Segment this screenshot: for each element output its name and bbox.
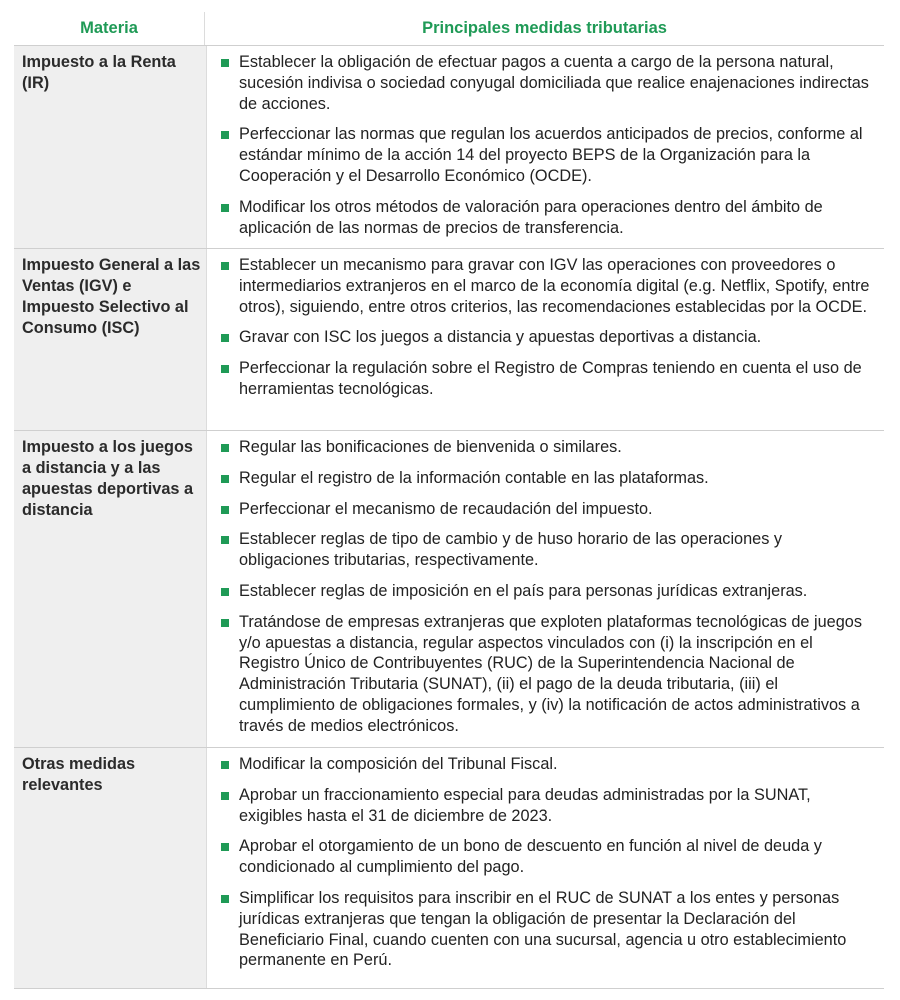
header-medidas: Principales medidas tributarias	[204, 12, 884, 45]
row-measures	[206, 431, 884, 747]
table-row	[14, 249, 884, 431]
row-measures	[206, 249, 884, 430]
square-bullet-icon	[221, 619, 229, 627]
list-item-text: Regular las bonificaciones de bienvenida o similares.	[239, 438, 622, 456]
row-measures	[206, 748, 884, 988]
square-bullet-icon	[221, 475, 229, 483]
square-bullet-icon	[221, 843, 229, 851]
square-bullet-icon	[221, 444, 229, 452]
list-item-text: Perfeccionar la regulación sobre el Registro de Compras teniendo en cuenta el uso de herramientas tecnológicas.	[239, 359, 862, 398]
list-item-text: Simplificar los requisitos para inscribir en el RUC de SUNAT a los entes y personas jurídicas extranjeras que tengan la obligación de presentar la Declaración del Beneficiario Final, cuando cuenten con una sucursal, agencia u otro establecimiento permanente en Perú.	[239, 888, 847, 970]
row-materia: Impuesto a la Renta (IR)	[14, 46, 206, 248]
square-bullet-icon	[221, 792, 229, 800]
square-bullet-icon	[221, 365, 229, 373]
header-materia: Materia	[80, 19, 138, 37]
list-item-text: Modificar los otros métodos de valoración para operaciones dentro del ámbito de aplicación de las normas de precios de transferencia.	[239, 197, 823, 237]
list-item	[221, 52, 874, 114]
list-item	[221, 499, 874, 520]
list-item	[221, 529, 874, 571]
list-item-text: Regular el registro de la información contable en las plataformas.	[239, 468, 709, 487]
list-item	[221, 437, 874, 458]
list-item	[221, 358, 874, 400]
row-materia: Impuesto a los juegos a distancia y a las apuestas deportivas a distancia	[14, 431, 206, 747]
list-item	[221, 255, 874, 317]
row-materia: Impuesto General a las Ventas (IGV) e Impuesto Selectivo al Consumo (ISC)	[14, 249, 206, 430]
square-bullet-icon	[221, 761, 229, 769]
list-item-text: Aprobar un fraccionamiento especial para deudas administradas por la SUNAT, exigibles hasta el 31 de diciembre de 2023.	[239, 785, 811, 825]
table-header	[14, 12, 884, 46]
list-item-text: Perfeccionar el mecanismo de recaudación del impuesto.	[239, 499, 653, 518]
list-item-text: Modificar la composición del Tribunal Fiscal.	[239, 755, 558, 773]
square-bullet-icon	[221, 895, 229, 903]
list-item	[221, 197, 874, 239]
list-item-text: Establecer reglas de tipo de cambio y de huso horario de las operaciones y obligaciones tributarias, respectivamente.	[239, 530, 783, 570]
table-row	[14, 748, 884, 989]
square-bullet-icon	[221, 262, 229, 270]
list-item-text: Tratándose de empresas extranjeras que exploten plataformas tecnológicas de juegos y/o apuestas a distancia, regular aspectos vinculados con (i) la inscripción en el Registro Único de Contribuyentes (RUC) de la Superintendencia Nacional de Administración Tributaria (SUNAT), (ii) el pago de la deuda tributaria, (iii) el cumplimiento de obligaciones formales, y (iv) la notificación de actos administrativos a través de medios electrónicos.	[239, 612, 862, 735]
square-bullet-icon	[221, 588, 229, 596]
table-row	[14, 431, 884, 748]
list-item-text: Establecer un mecanismo para gravar con IGV las operaciones con proveedores o intermediarios extranjeros en el marco de la economía digital (e.g. Netflix, Spotify, entre otros), siguiendo, entre otros criterios, las recomendaciones establecidas por la OCDE.	[239, 256, 870, 316]
square-bullet-icon	[221, 536, 229, 544]
list-item	[221, 888, 874, 971]
list-item-text: Aprobar el otorgamiento de un bono de descuento en función al nivel de deuda y condicionado al cumplimiento del pago.	[239, 837, 822, 877]
table-row	[14, 46, 884, 249]
list-item	[221, 612, 874, 737]
square-bullet-icon	[221, 334, 229, 342]
list-item-text: Establecer reglas de imposición en el país para personas jurídicas extranjeras.	[239, 581, 808, 600]
list-item-text: Establecer la obligación de efectuar pagos a cuenta a cargo de la persona natural, sucesión indivisa o sociedad conyugal domiciliada que realice enajenaciones indirectas de acciones.	[239, 53, 869, 113]
list-item	[221, 581, 874, 602]
square-bullet-icon	[221, 506, 229, 514]
list-item	[221, 124, 874, 186]
list-item	[221, 785, 874, 827]
square-bullet-icon	[221, 59, 229, 67]
row-materia: Otras medidas relevantes	[14, 748, 206, 988]
row-measures	[206, 46, 884, 248]
list-item	[221, 754, 874, 775]
list-item	[221, 468, 874, 489]
list-item-text: Gravar con ISC los juegos a distancia y apuestas deportivas a distancia.	[239, 328, 762, 347]
square-bullet-icon	[221, 131, 229, 139]
tax-measures-table	[14, 12, 884, 989]
list-item	[221, 327, 874, 348]
square-bullet-icon	[221, 204, 229, 212]
list-item	[221, 836, 874, 878]
list-item-text: Perfeccionar las normas que regulan los acuerdos anticipados de precios, conforme al estándar mínimo de la acción 14 del proyecto BEPS de la Organización para la Cooperación y el Desarrollo Económico (OCDE).	[239, 125, 863, 185]
